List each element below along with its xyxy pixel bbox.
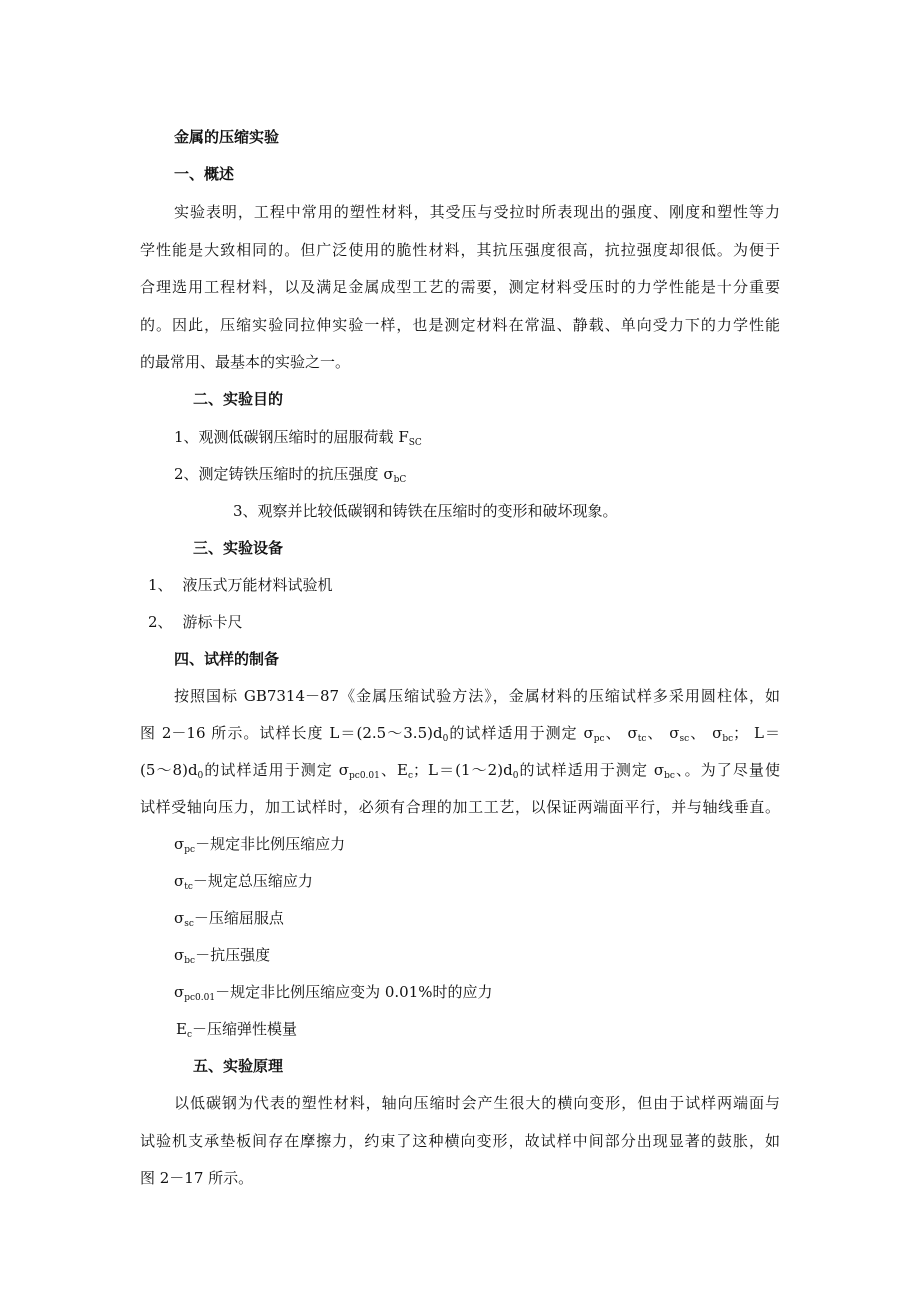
text-run: 的试样适用于测定 σ — [448, 724, 594, 742]
list-item — [174, 427, 422, 453]
text-run: 、。为了尽量使 — [674, 761, 780, 779]
paragraph-line — [140, 760, 780, 786]
definition-text: －规定非比例压缩应变为 0.01%时的应力 — [215, 983, 493, 1001]
paragraph-line: 按照国标 GB7314－87《金属压缩试验方法》，金属材料的压缩试样多采用圆柱体，如 — [174, 687, 780, 705]
subscript: pc — [593, 734, 605, 744]
symbol: E — [176, 1020, 187, 1038]
paragraph-line: 学性能是大致相同的。但广泛使用的脆性材料，其抗压强度很高，抗拉强度却很低。为便于 — [140, 241, 780, 259]
list-item-text: 液压式万能材料试验机 — [182, 576, 333, 594]
list-number: 1、 — [148, 576, 173, 594]
definition-text: －规定总压缩应力 — [192, 872, 313, 890]
definition-item — [174, 945, 270, 971]
text-run: ；L＝(1～2)d — [413, 761, 513, 779]
paragraph-line: 图 2－17 所示。 — [140, 1169, 254, 1187]
list-item — [174, 464, 406, 490]
list-number: 2、 — [148, 613, 173, 631]
subscript: pc0.01 — [349, 771, 380, 781]
text-run: (5～8)d — [140, 761, 198, 779]
section-heading-specimen: 四、试样的制备 — [174, 650, 280, 668]
text-run: 、 σ — [689, 724, 723, 742]
subscript: pc — [184, 845, 196, 855]
subscript: 0 — [442, 734, 449, 744]
list-item-text: 2、测定铸铁压缩时的抗压强度 σ — [174, 465, 394, 483]
paragraph-line — [140, 723, 780, 749]
paragraph-line: 以低碳钢为代表的塑性材料，轴向压缩时会产生很大的横向变形，但由于试样两端面与 — [174, 1094, 780, 1112]
definition-item — [174, 908, 284, 934]
subscript: bC — [393, 475, 407, 485]
definition-item — [176, 1019, 297, 1045]
text-run: 、 σ — [604, 724, 638, 742]
subscript: c — [186, 1030, 192, 1040]
definition-item — [174, 834, 345, 860]
subscript: tc — [184, 882, 193, 892]
section-heading-principle: 五、实验原理 — [193, 1057, 284, 1075]
text-run: 图 2－16 所示。试样长度 L＝(2.5～3.5)d — [140, 724, 443, 742]
symbol: σ — [174, 872, 185, 890]
paragraph-line: 的。因此，压缩实验同拉伸实验一样，也是测定材料在常温、静载、单向受力下的力学性能 — [140, 316, 780, 334]
symbol: σ — [174, 909, 185, 927]
symbol: σ — [174, 983, 185, 1001]
document-title: 金属的压缩实验 — [174, 128, 280, 146]
subscript: 0 — [197, 771, 204, 781]
text-run: 、 σ — [646, 724, 680, 742]
subscript: 0 — [512, 771, 519, 781]
paragraph-line: 试验机支承垫板间存在摩擦力，约束了这种横向变形，故试样中间部分出现显著的鼓胀，如 — [140, 1132, 780, 1150]
symbol: σ — [174, 835, 185, 853]
list-item: 3、观察并比较低碳钢和铸铁在压缩时的变形和破坏现象。 — [233, 502, 618, 520]
subscript: SC — [408, 438, 422, 448]
section-heading-equipment: 三、实验设备 — [193, 539, 284, 557]
text-run: ； L＝ — [733, 724, 780, 742]
paragraph-line: 合理选用工程材料，以及满足金属成型工艺的需要，测定材料受压时的力学性能是十分重要 — [140, 278, 780, 296]
definition-item — [174, 871, 313, 897]
symbol: σ — [174, 946, 185, 964]
text-run: 的试样适用于测定 σ — [203, 761, 350, 779]
subscript: sc — [679, 734, 690, 744]
section-heading-overview: 一、概述 — [174, 165, 235, 183]
subscript: pc0.01 — [184, 993, 216, 1003]
subscript: tc — [637, 734, 647, 744]
paragraph-line: 试样受轴向压力，加工试样时，必须有合理的加工工艺，以保证两端面平行，并与轴线垂直。 — [140, 798, 780, 816]
list-item — [148, 575, 333, 595]
definition-text: －压缩屈服点 — [193, 909, 284, 927]
definition-text: －规定非比例压缩应力 — [195, 835, 346, 853]
definition-text: －压缩弹性模量 — [192, 1020, 298, 1038]
definition-item — [174, 982, 493, 1008]
paragraph-line: 实验表明，工程中常用的塑性材料，其受压与受拉时所表现出的强度、刚度和塑性等力 — [174, 203, 780, 221]
list-item — [148, 612, 243, 632]
section-heading-purpose: 二、实验目的 — [193, 390, 284, 408]
subscript: bc — [184, 956, 196, 966]
list-item-text: 1、观测低碳钢压缩时的屈服荷载 F — [174, 428, 409, 446]
paragraph-line: 的最常用、最基本的实验之一。 — [140, 353, 351, 371]
text-run: 的试样适用于测定 σ — [518, 761, 665, 779]
subscript: c — [407, 771, 414, 781]
definition-text: －抗压强度 — [195, 946, 271, 964]
subscript: bc — [664, 771, 675, 781]
subscript: bc — [722, 734, 734, 744]
text-run: 、E — [379, 761, 408, 779]
subscript: sc — [184, 919, 194, 929]
list-item-text: 游标卡尺 — [182, 613, 243, 631]
